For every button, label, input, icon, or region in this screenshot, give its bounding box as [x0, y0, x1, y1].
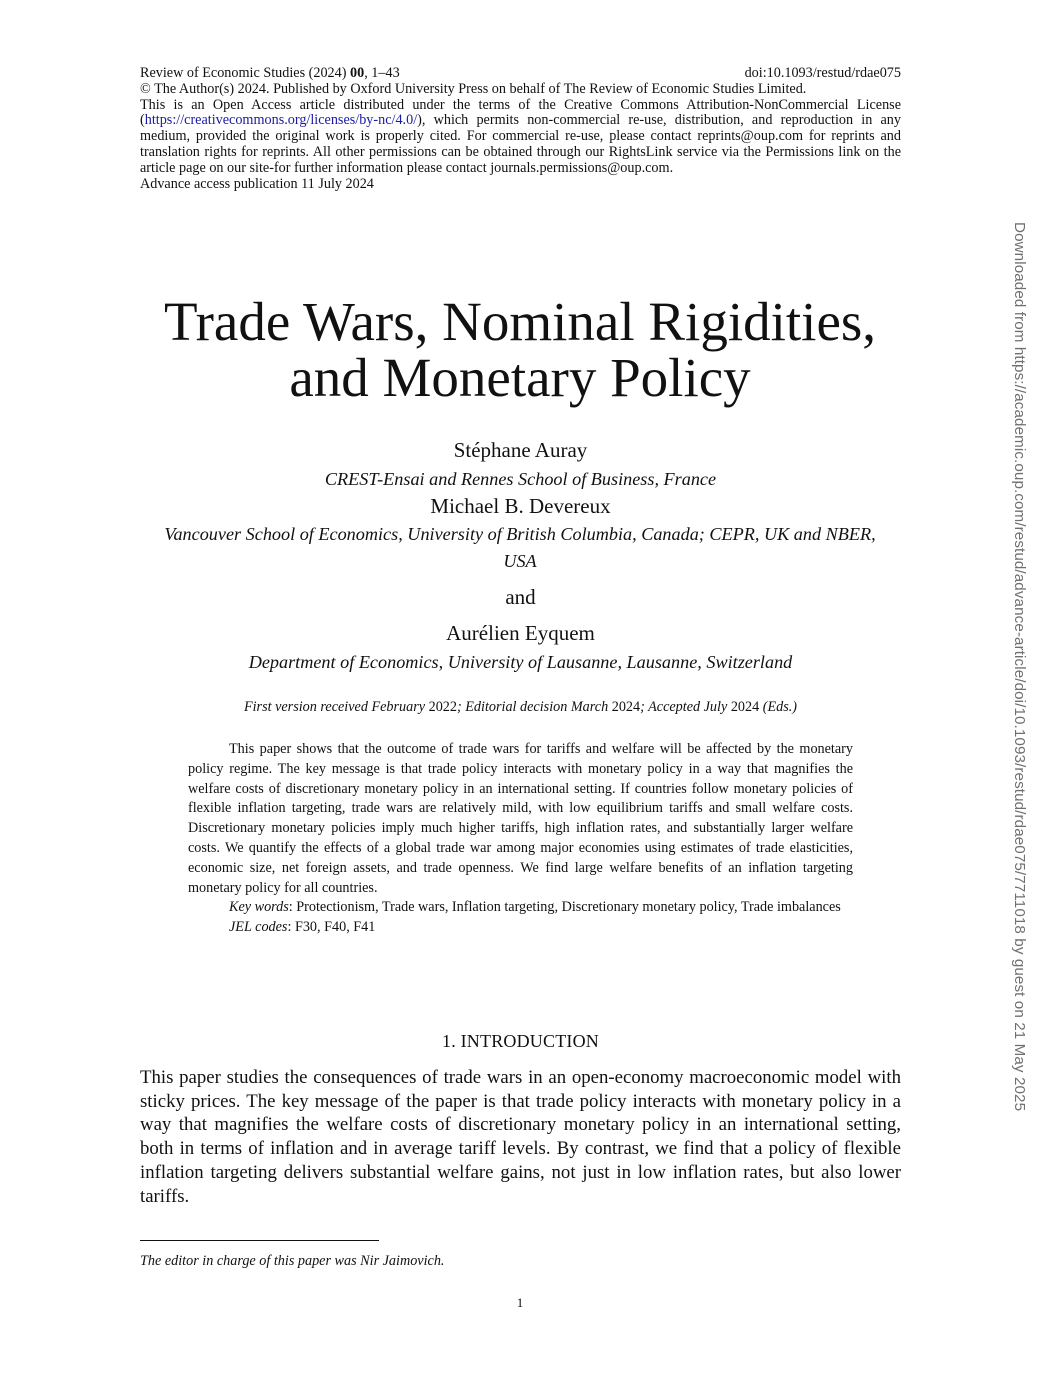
author-affiliation-2: Vancouver School of Economics, University of British Columbia, Canada; CEPR, UK and NBER, USA — [164, 524, 876, 571]
decision-year: 2024 — [611, 699, 641, 715]
first-version-label: First version received February — [243, 699, 429, 715]
author-name-2: Michael B. Devereux — [430, 494, 611, 518]
abstract — [188, 740, 853, 938]
footnote-rule — [140, 1240, 379, 1241]
page-number: 1 — [516, 1295, 524, 1310]
title-line-2: and Monetary Policy — [289, 347, 751, 408]
doi[interactable]: doi:10.1093/restud/rdae075 — [744, 65, 901, 81]
title-line-1: Trade Wars, Nominal Rigidities, — [163, 291, 877, 352]
abstract-text: This paper shows that the outcome of trade wars for tariffs and welfare will be affected by the monetary policy regime. The key message is that trade policy interacts with monetary policy in a way that magnifies the welfare costs of discretionary monetary policy in an international setting. If countries follow monetary policies of flexible inflation targeting, trade wars are relatively mild, with low equilibrium tariffs and small welfare costs. Discretionary monetary policies imply much higher tariffs, high inflation rates, and substantially larger welfare costs. We quantify the effects of a global trade war among major economies using estimates of trade elasticities, economic size, net foreign assets, and trade openness. We find large welfare benefits of an inflation targeting monetary policy for all countries. — [188, 741, 853, 896]
section-heading: 1. INTRODUCTION — [442, 1031, 599, 1051]
journal-volume: 00 — [350, 65, 365, 81]
intro-paragraph: This paper studies the consequences of trade wars in an open-economy macroeconomic model with sticky prices. The key message of the paper is that trade policy interacts with monetary policy in a way that magnifies the welfare costs of discretionary monetary policy in an international setting, both in terms of inflation and in average tariff levels. By contrast, we find that a policy of flexible inflation targeting delivers substantial welfare gains, not just in low inflation rates, but also lower tariffs. — [140, 1067, 901, 1207]
license-text-start: This is an Open Access article distributed under the terms of the Creative Commons Attribution-NonCommercial License ( — [140, 96, 901, 129]
download-sidebar — [1008, 222, 1048, 1152]
author-affiliation-1: CREST-Ensai and Rennes School of Business, France — [324, 469, 717, 489]
license-text-end: ), which permits non-commercial re-use, distribution, and reproduction in any medium, provided the original work is properly cited. For commercial re-use, please contact reprints@oup.com for reprints and translation rights for reprints. All other permissions can be obtained through our RightsLink service via the Permissions link on the article page on our site-for further information please contact journals.permissions@oup.com. — [140, 112, 901, 176]
and-separator: and — [505, 585, 536, 609]
jel-text: : F30, F40, F41 — [287, 919, 376, 936]
keywords-text: : Protectionism, Trade wars, Inflation targeting, Discretionary monetary policy, Trade imbalances — [288, 899, 841, 916]
journal-citation — [140, 66, 400, 82]
accepted-year: 2024 — [730, 699, 760, 715]
editor-footnote: The editor in charge of this paper was Nir Jaimovich. — [140, 1253, 445, 1269]
author-name-3: Aurélien Eyquem — [446, 621, 595, 645]
decision-label: ; Editorial decision March — [456, 699, 612, 715]
submission-dates — [140, 699, 901, 716]
copyright-line: © The Author(s) 2024. Published by Oxford University Press on behalf of The Review of Economic Studies Limited. — [140, 80, 807, 97]
paper-title — [0, 291, 1040, 408]
jel-codes — [188, 918, 853, 938]
author-name-1: Stéphane Auray — [453, 438, 588, 462]
author-affiliation-3: Department of Economics, University of Lausanne, Lausanne, Switzerland — [248, 652, 793, 672]
journal-pages: , 1–43 — [364, 65, 400, 81]
license-text — [140, 98, 901, 177]
advance-access-line: Advance access publication 11 July 2024 — [140, 175, 374, 192]
citation-row — [140, 66, 901, 82]
license-link[interactable]: https://creativecommons.org/licenses/by-nc/4.0/ — [144, 112, 418, 129]
journal-name: Review of Economic Studies (2024) — [140, 65, 351, 81]
accepted-label: ; Accepted July — [640, 699, 731, 715]
article-header — [140, 66, 901, 192]
eds-note: (Eds.) — [759, 699, 798, 715]
first-version-year: 2022 — [428, 699, 457, 715]
keywords — [188, 898, 853, 918]
jel-label: JEL codes — [229, 919, 288, 936]
download-notice: Downloaded from https://academic.oup.com/restud/advance-article/doi/10.1093/restud/rdae075/7711018 by guest on 21 May 2025 — [1011, 222, 1028, 1112]
keywords-label: Key words — [229, 899, 289, 916]
